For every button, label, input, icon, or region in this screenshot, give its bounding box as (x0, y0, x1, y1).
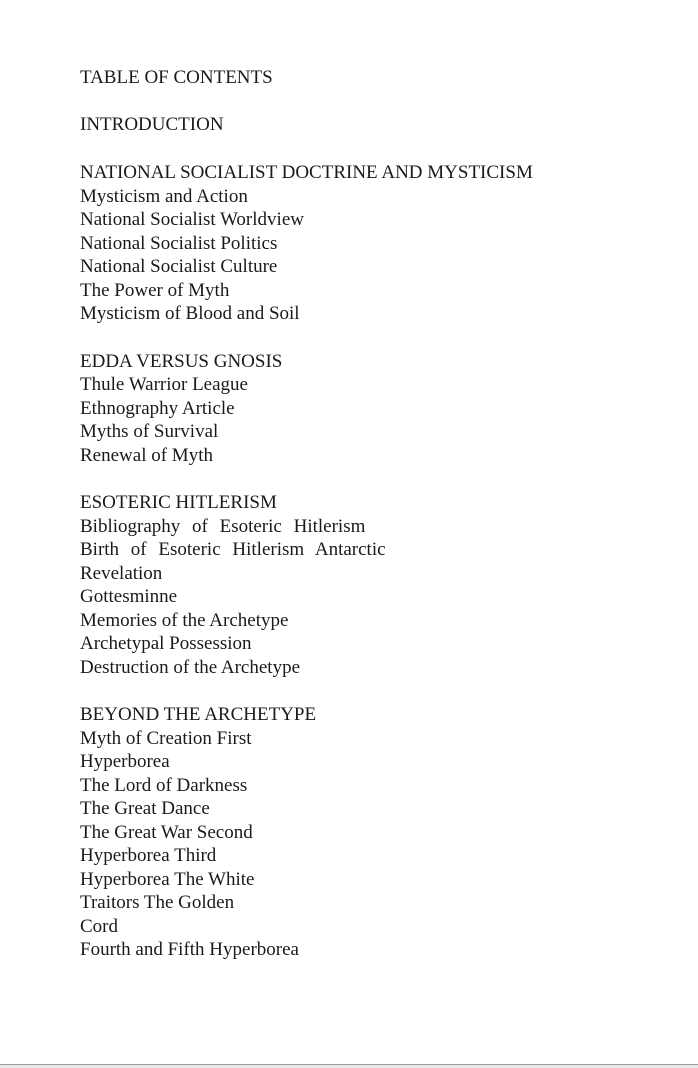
toc-entry: Hyperborea The White (80, 868, 255, 890)
toc-entry: Revelation (80, 562, 163, 584)
toc-entry: Myth of Creation First (80, 727, 252, 749)
toc-entry: National Socialist Worldview (80, 209, 304, 230)
toc-section-edda (80, 350, 640, 468)
table-of-contents (80, 66, 640, 986)
section-heading: EDDA VERSUS GNOSIS (80, 350, 283, 372)
toc-entry: Ethnography Article (80, 397, 235, 419)
toc-entry: National Socialist Culture (80, 256, 278, 277)
toc-entry: National Socialist Politics (80, 232, 278, 254)
toc-entry: Renewal of Myth (80, 444, 213, 466)
toc-entry: The Great War Second (80, 821, 253, 843)
toc-introduction: INTRODUCTION (80, 113, 224, 135)
toc-entry: Birth of Esoteric Hitlerism Antarctic (80, 539, 386, 560)
section-heading: BEYOND THE ARCHETYPE (80, 704, 317, 725)
section-heading: NATIONAL SOCIALIST DOCTRINE AND MYSTICISM (80, 162, 533, 183)
toc-entry: Memories of the Archetype (80, 609, 289, 631)
toc-entry: Bibliography of Esoteric Hitlerism (80, 515, 366, 537)
toc-entry: The Power of Myth (80, 279, 230, 301)
toc-entry: Hyperborea (80, 751, 170, 772)
toc-title: TABLE OF CONTENTS (80, 67, 273, 88)
toc-entry: Gottesminne (80, 586, 178, 607)
section-heading: ESOTERIC HITLERISM (80, 492, 277, 513)
toc-entry: Cord (80, 915, 118, 937)
toc-entry: Destruction of the Archetype (80, 656, 301, 678)
toc-entry: The Lord of Darkness (80, 774, 248, 796)
toc-entry: Myths of Survival (80, 421, 219, 442)
toc-entry: Mysticism of Blood and Soil (80, 303, 300, 324)
toc-entry: Traitors The Golden (80, 892, 235, 913)
toc-entry: The Great Dance (80, 798, 210, 819)
toc-section-esoteric (80, 491, 640, 679)
toc-section-doctrine (80, 161, 640, 326)
toc-entry: Thule Warrior League (80, 374, 248, 395)
toc-section-archetype (80, 703, 640, 962)
toc-entry: Archetypal Possession (80, 633, 252, 654)
toc-entry: Mysticism and Action (80, 185, 248, 207)
toc-entry: Hyperborea Third (80, 845, 217, 866)
toc-entry: Fourth and Fifth Hyperborea (80, 939, 299, 960)
